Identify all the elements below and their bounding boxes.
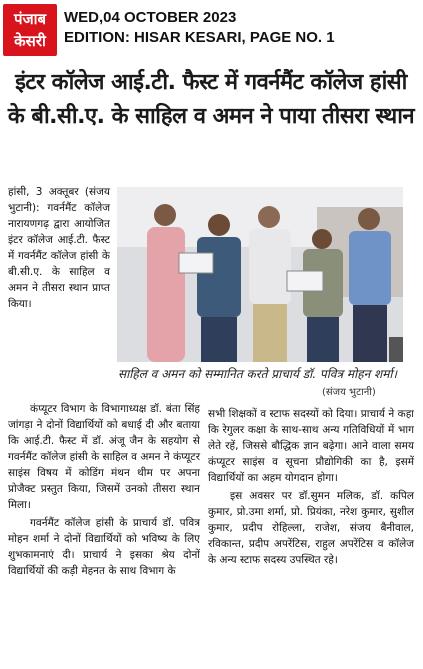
headline-line-2: के बी.सी.ए. के साहिल व अमन ने पाया तीसरा स्थान bbox=[7, 104, 415, 129]
logo-line-1: पंजाब bbox=[13, 10, 47, 28]
article-paragraph: गवर्नमैंट कॉलेज हांसी के प्राचार्य डॉ. पवित्र मोहन शर्मा ने दोनों विद्यार्थियों को भविष्य के लिए शुभकामनाएं दी। प्राचार्य ने इसका श्रेय दोनों विद्यार्थियों की कड़ी मेहनत के साथ विभाग के bbox=[8, 517, 200, 577]
article-headline bbox=[6, 66, 416, 134]
edition-name: EDITION: HISAR KESARI, PAGE NO. 1 bbox=[64, 29, 335, 46]
photo-credit: (संजय भुटानी) bbox=[322, 387, 376, 398]
article-body-right bbox=[208, 406, 414, 568]
lead-paragraph: हांसी, 3 अक्तूबर (संजय भुटानी): गवर्नमैंट कॉलेज नारायणगढ़ द्वारा आयोजित इंटर कॉलेज आई.टी. फैस्ट में गवर्नमैंट कॉलेज हांसी के बी.सी.ए. के साहिल व अमन ने तीसरा स्थान प्राप्त किया। bbox=[8, 186, 110, 310]
award-ceremony-photo bbox=[117, 187, 403, 362]
headline-line-1: इंटर कॉलेज आई.टी. फैस्ट में गवर्नमैंट कॉलेज हांसी bbox=[15, 70, 407, 95]
photo-caption: साहिल व अमन को सम्मानित करते प्राचार्य डॉ. पवित्र मोहन शर्मा। bbox=[118, 367, 398, 381]
article-lead bbox=[8, 184, 110, 312]
article-body-left bbox=[8, 401, 200, 579]
article-paragraph: कंप्यूटर विभाग के विभागाध्यक्ष डॉ. बंता सिंह जांगड़ा ने दोनों विद्यार्थियों को बधाई दी और बताया कि आई.टी. फैस्ट में डॉ. अंजू जैन के सहयोग से गवर्नमैंट कॉलेज हांसी के साहिल व अमन ने कंप्यूटर साइंस विषय में कोडिंग मंथन थीम पर अपना प्रोजैक्ट प्रस्तुत किया, जिसमें उनको तीसरा स्थान मिला। bbox=[8, 403, 200, 511]
edition-date: WED,04 OCTOBER 2023 bbox=[64, 9, 237, 26]
news-photo bbox=[117, 187, 403, 362]
masthead bbox=[0, 0, 423, 62]
logo-line-2: केसरी bbox=[14, 32, 46, 50]
edition-info bbox=[64, 8, 335, 48]
article-paragraph: इस अवसर पर डॉ.सुमन मलिक, डॉ. कपिल कुमार, प्रो.उमा शर्मा, प्रो. प्रियंका, नरेश कुमार, सुशील कुमार, प्रदीप रोहिल्ला, राजेश, संजय बैनीवाल, रविकान्त, प्रदीप अपरेंटिस, राहुल अपरेंटिस व कॉलेज के अन्य स्टाफ सदस्य उपस्थित रहे। bbox=[208, 490, 414, 566]
punjab-kesari-logo bbox=[3, 4, 57, 56]
article-paragraph: सभी शिक्षकों व स्टाफ सदस्यों को दिया। प्राचार्य ने कहा कि रेगुलर कक्षा के साथ-साथ अन्य गतिविधियों में भाग लेते रहें, जिससे बौद्धिक ज्ञान बढ़ेगा। आने वाला समय कंप्यूटर साइंस व सूचना प्रौद्योगिकी का है, इसमें विद्यार्थियों का अहम योगदान होगा। bbox=[208, 408, 414, 484]
